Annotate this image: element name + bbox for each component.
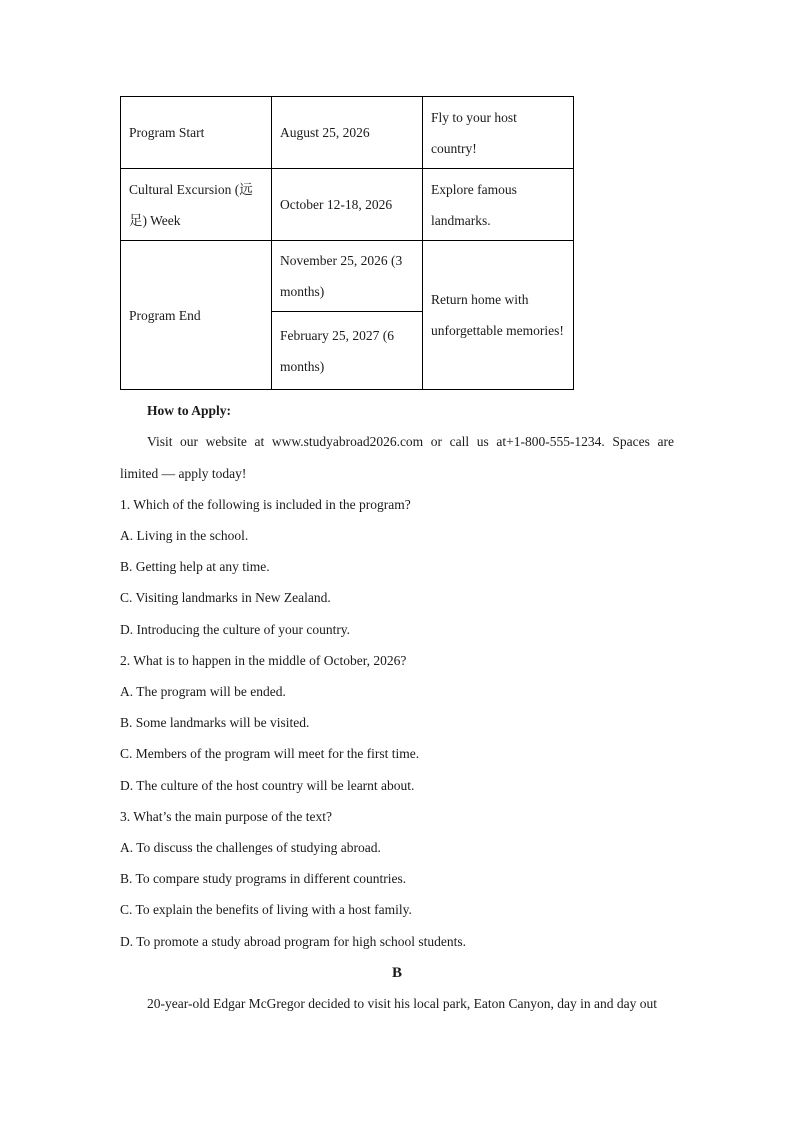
row-note: Explore famous landmarks. bbox=[423, 169, 574, 241]
row-note: Fly to your host country! bbox=[423, 97, 574, 169]
how-to-apply-text: limited — apply today! bbox=[120, 466, 247, 481]
how-to-apply-text: Visit our website at www.studyabroad2026.com or call us at+1-800-555-1234. Spaces are bbox=[147, 434, 674, 449]
row-date: October 12-18, 2026 bbox=[272, 169, 423, 241]
option-1b: B. Getting help at any time. bbox=[120, 559, 270, 574]
section-b-heading: B bbox=[391, 965, 402, 981]
question-1: 1. Which of the following is included in the program? bbox=[120, 497, 411, 512]
option-3c: C. To explain the benefits of living with a host family. bbox=[120, 902, 412, 917]
option-3d: D. To promote a study abroad program for high school students. bbox=[120, 934, 466, 949]
row-date: November 25, 2026 (3 months) bbox=[272, 241, 423, 312]
row-date: February 25, 2027 (6 months) bbox=[272, 312, 423, 390]
option-2c: C. Members of the program will meet for the first time. bbox=[120, 746, 420, 761]
option-1a: A. Living in the school. bbox=[120, 528, 249, 543]
option-3b: B. To compare study programs in different countries. bbox=[120, 871, 407, 886]
question-3: 3. What’s the main purpose of the text? bbox=[120, 809, 332, 824]
option-1d: D. Introducing the culture of your country. bbox=[120, 622, 351, 637]
option-2d: D. The culture of the host country will be learnt about. bbox=[120, 778, 415, 793]
row-date: August 25, 2026 bbox=[272, 97, 423, 169]
option-1c: C. Visiting landmarks in New Zealand. bbox=[120, 590, 331, 605]
row-label: Cultural Excursion (远足) Week bbox=[121, 169, 272, 241]
option-2a: A. The program will be ended. bbox=[120, 684, 286, 699]
how-to-apply-heading: How to Apply: bbox=[147, 403, 232, 418]
option-3a: A. To discuss the challenges of studying abroad. bbox=[120, 840, 381, 855]
option-2b: B. Some landmarks will be visited. bbox=[120, 715, 310, 730]
table-row bbox=[121, 169, 574, 241]
section-b-first-line: 20-year-old Edgar McGregor decided to visit his local park, Eaton Canyon, day in and day out bbox=[147, 996, 657, 1011]
row-label: Program End bbox=[121, 241, 272, 390]
row-note: Return home with unforgettable memories! bbox=[423, 241, 574, 390]
table-row bbox=[121, 97, 574, 169]
table-row bbox=[121, 241, 574, 312]
row-label: Program Start bbox=[121, 97, 272, 169]
question-2: 2. What is to happen in the middle of October, 2026? bbox=[120, 653, 407, 668]
program-schedule-table bbox=[120, 96, 574, 390]
